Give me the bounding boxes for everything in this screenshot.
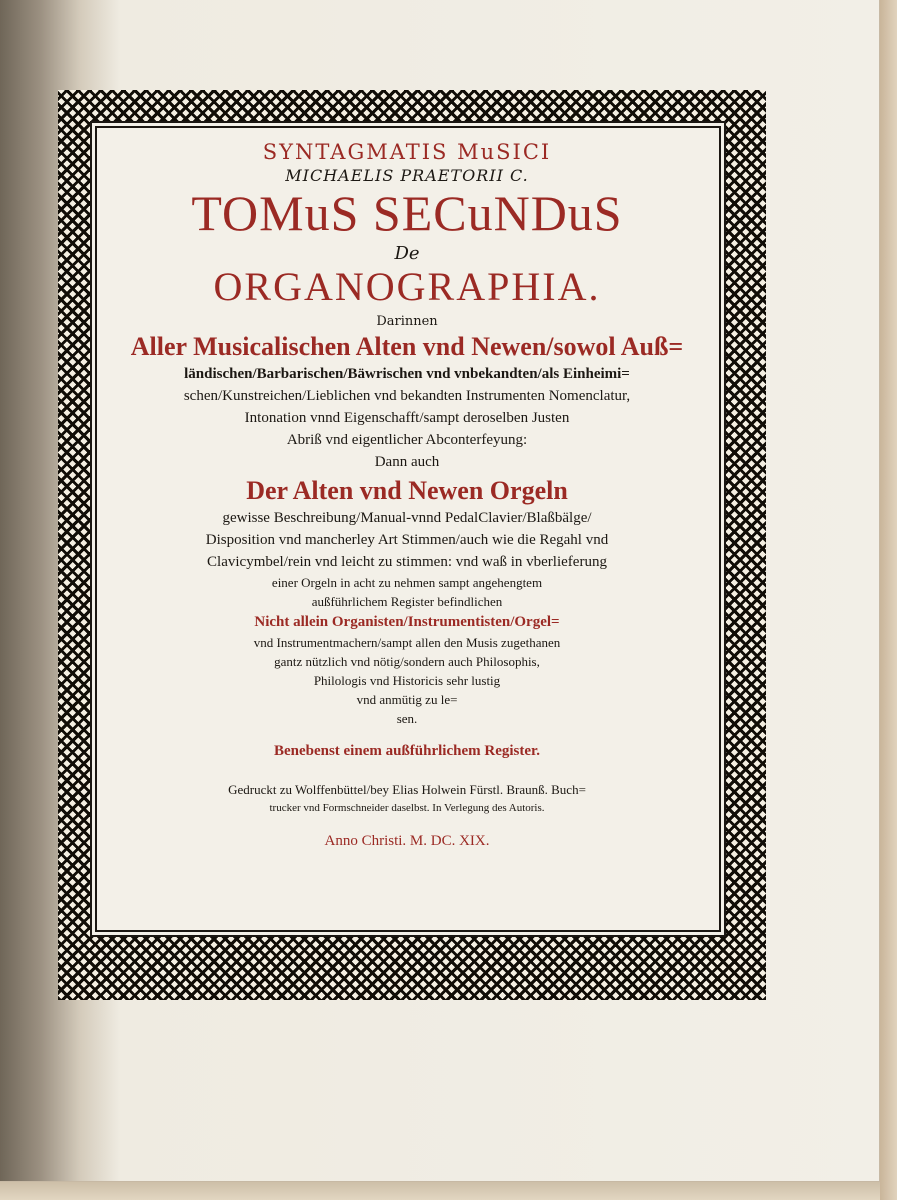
title-page-text — [97, 128, 717, 928]
text-line-24: sen. — [396, 711, 418, 726]
text-line-17: einer Orgeln in acht zu nehmen sampt angehengtem — [271, 575, 543, 590]
darinnen-line: Darinnen — [376, 314, 438, 329]
text-line-23: vnd anmütig zu le= — [356, 692, 458, 707]
title-line-1: SYNTAGMATIS MuSICI — [262, 140, 552, 164]
red-line-19: Nicht allein Organisten/Instrumentisten/Orgel= — [254, 614, 560, 630]
text-line-21: gantz nützlich vnd nötig/sondern auch Philosophis, — [274, 654, 540, 669]
text-line-22: Philologis vnd Historicis sehr lustig — [313, 673, 501, 688]
imprint-line-2: trucker vnd Formschneider daselbst. In Verlegung des Autoris. — [269, 802, 545, 814]
page-bottom-edge — [0, 1182, 880, 1200]
imprint-line-1: Gedruckt zu Wolffenbüttel/bey Elias Holwein Fürstl. Braunß. Buch= — [228, 782, 586, 797]
author-line: MICHAELIS PRAETORII C. — [285, 166, 529, 185]
text-line-18: außführlichem Register befindlichen — [311, 594, 503, 609]
register-line: Benebenst einem außführlichem Register. — [273, 743, 541, 759]
text-line-20: vnd Instrumentmachern/sampt allen den Musis zugethanen — [253, 635, 561, 650]
red-heading-2: Der Alten vnd Newen Orgeln — [246, 476, 568, 505]
page-edge — [880, 0, 897, 1200]
text-line-16: Clavicymbel/rein vnd leicht zu stimmen: vnd waß in vberlieferung — [207, 554, 607, 570]
text-line-14: gewisse Beschreibung/Manual-vnnd PedalClavier/Blaßbälge/ — [222, 510, 592, 526]
date-line: Anno Christi. M. DC. XIX. — [324, 833, 490, 849]
text-line-8: ländischen/Barbarischen/Bäwrischen vnd vnbekandten/als Einheimi= — [184, 366, 630, 382]
text-line-9: schen/Kunstreichen/Lieblichen vnd bekandten Instrumenten Nomenclatur, — [183, 388, 631, 404]
text-line-12: Dann auch — [374, 454, 440, 470]
volume-title: TOMuS SECuNDuS — [191, 185, 623, 241]
de-line: De — [394, 243, 420, 264]
subject-title: ORGANOGRAPHIA. — [213, 264, 601, 309]
red-heading-1: Aller Musicalischen Alten vnd Newen/sowol Auß= — [130, 332, 684, 361]
text-line-11: Abriß vnd eigentlicher Abconterfeyung: — [286, 432, 528, 448]
text-line-10: Intonation vnnd Eigenschafft/sampt deroselben Justen — [244, 410, 570, 426]
text-line-15: Disposition vnd mancherley Art Stimmen/auch wie die Regahl vnd — [205, 532, 609, 548]
